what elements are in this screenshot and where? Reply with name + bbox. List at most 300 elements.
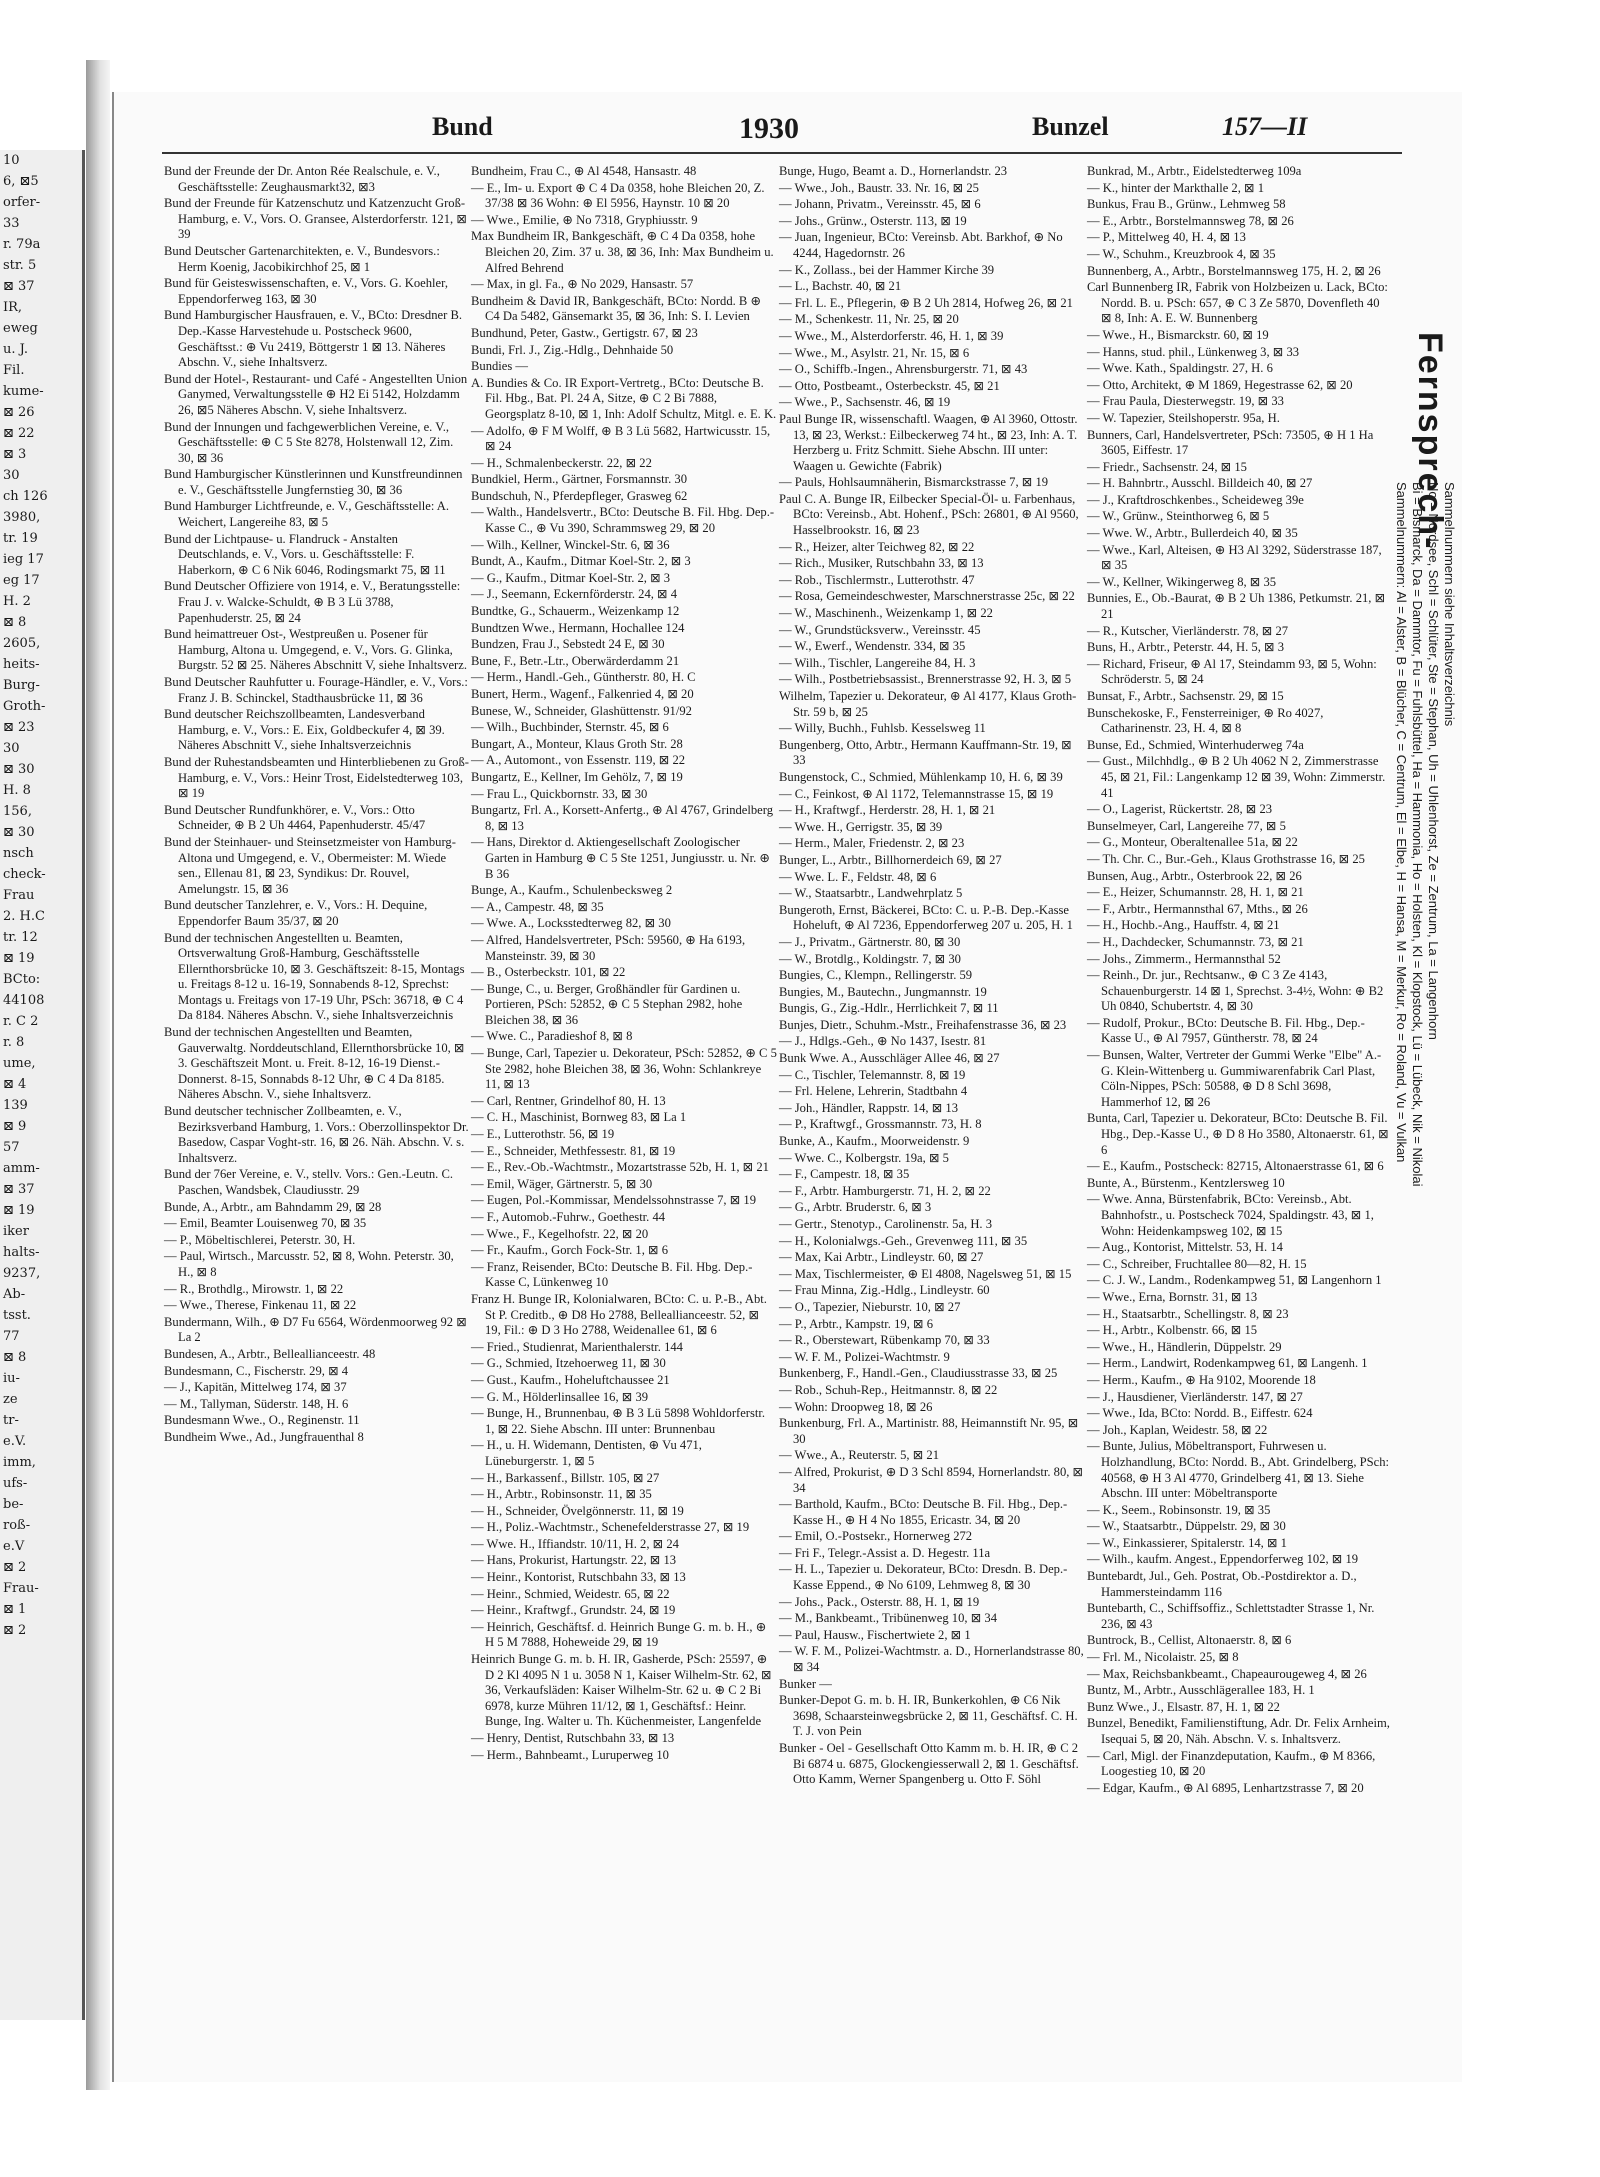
directory-entry: — H., Dachdecker, Schumannstr. 73, ⊠ 21 bbox=[1087, 934, 1304, 949]
directory-entry: Bunge, A., Kaufm., Schulenbecksweg 2 bbox=[471, 883, 673, 898]
directory-entry: — Wwe., H., Händlerin, Düppelstr. 29 bbox=[1087, 1339, 1282, 1354]
directory-entry: — Bunge, C., u. Berger, Großhändler für Gardinen u. Portieren, PSch: 52852, ⊕ C 5 Stephan 2982, hohe Bleichen 38, ⊠ 36 bbox=[471, 981, 743, 1027]
directory-entry: — R., Oberstewart, Rübenkamp 70, ⊠ 33 bbox=[779, 1333, 990, 1348]
prev-page-fragment: tr- bbox=[3, 1413, 19, 1428]
directory-entry: Bundheim, Frau C., ⊕ Al 4548, Hansastr. 48 bbox=[471, 164, 697, 178]
directory-entry: Bund der Freunde der Dr. Anton Rée Realschule, e. V., Geschäftsstelle: Zeughausmarkt32, ⊠3 bbox=[164, 164, 440, 194]
directory-entry: — M., Schenkestr. 11, Nr. 25, ⊠ 20 bbox=[779, 312, 959, 327]
directory-entry: Bund der Lichtpause- u. Flandruck - Anstalten Deutschlands, e. V., Vors. u. Geschäftsstelle: F. Haberkorn, ⊕ C 6 Nik 6046, Rodingsmarkt 75, ⊠ 11 bbox=[164, 531, 446, 577]
directory-entry: — Wilh., Tischler, Langereihe 84, H. 3 bbox=[779, 655, 976, 670]
prev-page-fragment: 3980, bbox=[3, 510, 41, 525]
directory-entry: Bungenberg, Otto, Arbtr., Hermann Kauffmann-Str. 19, ⊠ 33 bbox=[779, 737, 1072, 768]
directory-entry: — O., Lagerist, Rückertstr. 28, ⊠ 23 bbox=[1087, 802, 1273, 817]
directory-entry: — W., Staatsarbtr., Landwehrplatz 5 bbox=[779, 886, 963, 901]
directory-entry: Bund deutscher Tanzlehrer, e. V., Vors.: H. Dequine, Eppendorfer Baum 35/37, ⊠ 20 bbox=[164, 898, 428, 928]
directory-entry: — G., Monteur, Oberaltenallee 51a, ⊠ 22 bbox=[1087, 835, 1298, 850]
directory-entry: — Wwe., Erna, Bornstr. 31, ⊠ 13 bbox=[1087, 1289, 1258, 1304]
prev-page-fragment: tr. 19 bbox=[3, 531, 38, 546]
directory-entry: — Frl. L. E., Pflegerin, ⊕ B 2 Uh 2814, Hofweg 26, ⊠ 21 bbox=[779, 295, 1073, 310]
directory-entry: Bunkus, Frau B., Grünw., Lehmweg 58 bbox=[1087, 197, 1286, 212]
directory-entry: — Heinr., Kraftwgf., Grundstr. 24, ⊠ 19 bbox=[471, 1603, 676, 1618]
directory-entry: — H., Kraftwgf., Herderstr. 28, H. 1, ⊠ 21 bbox=[779, 803, 996, 818]
directory-entry: — Frl. Helene, Lehrerin, Stadtbahn 4 bbox=[779, 1084, 968, 1099]
directory-entry: Bundi, Frl. J., Zig.-Hdlg., Dehnhaide 50 bbox=[471, 342, 674, 357]
directory-entry: — Wwe., Emilie, ⊕ No 7318, Gryphiusstr. 9 bbox=[471, 212, 698, 227]
fernsprech-title: Fernsprech- bbox=[1411, 332, 1449, 551]
directory-entry: Bundtzen Wwe., Hermann, Hochallee 124 bbox=[471, 620, 685, 635]
directory-entry: Bundt, A., Kaufm., Ditmar Koel-Str. 2, ⊠ 3 bbox=[471, 554, 691, 569]
directory-entry: — Wilh., Postbetriebsassist., Brennerstrasse 92, H. 3, ⊠ 5 bbox=[779, 672, 1072, 687]
directory-entry: — Herm., Landwirt, Rodenkampweg 61, ⊠ Langenh. 1 bbox=[1087, 1356, 1368, 1371]
directory-entry: — J., Kapitän, Mittelweg 174, ⊠ 37 bbox=[164, 1380, 347, 1395]
directory-entry: Wilhelm, Tapezier u. Dekorateur, ⊕ Al 4177, Klaus Groth-Str. 59 b, ⊠ 25 bbox=[779, 689, 1077, 719]
prev-page-fragment: Burg- bbox=[3, 678, 40, 693]
directory-entry: — Pauls, Hohlsaumnäherin, Bismarckstrasse 7, ⊠ 19 bbox=[779, 475, 1049, 490]
directory-entry: Heinrich Bunge G. m. b. H. IR, Gasherde, PSch: 25597, ⊕ D 2 Kl 4095 N 1 u. 3058 N 1, Kaiser Wilhelm-Str. 62, ⊠ 36, Verkaufsläden: Kaiser Wilhelm-Str. 62 u. ⊕ C 2 Bi 6978, kurze Mühren 11/12, ⊠ 1, Geschäftsf.: Heinr. Bunge, Ing. Walter u. Th. Küchenmeister, Langenfelde bbox=[471, 1652, 772, 1729]
directory-entry: — Heinr., Kontorist, Rutschbahn 33, ⊠ 13 bbox=[471, 1570, 686, 1585]
prev-page-fragment: check- bbox=[3, 867, 46, 882]
prev-page-fragment: halts- bbox=[3, 1245, 40, 1260]
directory-entry: Bundheim & David IR, Bankgeschäft, BCto: Nordd. B ⊕ C4 Da 5482, Gänsemarkt 35, ⊠ 36, Inh: S. I. Levien bbox=[471, 293, 762, 324]
directory-entry: Bund Deutscher Rundfunkhörer, e. V., Vors.: Otto Schneider, ⊕ B 2 Uh 4464, Papenhuderstr. 45/47 bbox=[164, 802, 426, 833]
prev-page-fragment: ⊠ 22 bbox=[3, 426, 35, 441]
directory-entry: — Gust., Kaufm., Hoheluftchaussee 21 bbox=[471, 1372, 670, 1387]
directory-entry: — L., Bachstr. 40, ⊠ 21 bbox=[779, 279, 902, 294]
fernsprech-margin bbox=[1390, 332, 1470, 1452]
directory-entry: — Herm., Handl.-Geh., Güntherstr. 80, H. C bbox=[471, 670, 696, 685]
directory-entry: — Otto, Postbeamt., Osterbeckstr. 45, ⊠ 21 bbox=[779, 378, 1000, 393]
directory-entry: Bund der Steinhauer- und Steinsetzmeister von Hamburg-Altona und Umgegend, e. V., Obermeister: M. Wiede sen., Ellenau 81, ⊠ 23, Syndikus: Dr. Rouvel, Amelungstr. 15, ⊠ 36 bbox=[164, 834, 456, 896]
directory-entry: Buntebardt, Jul., Geh. Postrat, Ob.-Postdirektor a. D., Hammersteindamm 116 bbox=[1087, 1569, 1357, 1599]
directory-entry: Bundheim Wwe., Ad., Jungfrauenthal 8 bbox=[164, 1429, 364, 1444]
prev-page-fragment: e.V bbox=[3, 1539, 25, 1554]
prev-page-fragment: e.V. bbox=[3, 1434, 27, 1449]
directory-entry: — M., Tallyman, Süderstr. 148, H. 6 bbox=[164, 1396, 349, 1411]
prev-page-fragment: H. 2 bbox=[3, 594, 31, 609]
prev-page-fragment: u. J. bbox=[3, 342, 28, 357]
directory-entry: Carl Bunnenberg IR, Fabrik von Holzbeizen u. Lack, BCto: Nordd. B. u. PSch: 657, ⊕ C 3 Ze 5870, Dovenfleth 40 ⊠ 8, Inh: A. E. W. Bunnenberg bbox=[1087, 280, 1388, 326]
directory-entry: Bungartz, E., Kellner, Im Gehölz, 7, ⊠ 19 bbox=[471, 769, 683, 784]
directory-entry: Bund heimattreuer Ost-, Westpreußen u. Posener für Hamburg, Altona u. Umgegend, e. V., Vors. G. Glinka, Burgstr. 52 ⊠ 25. Näheres Abschnitt V, siehe Inhaltsverz. bbox=[164, 627, 467, 673]
prev-page-fragment: ⊠ 4 bbox=[3, 1077, 27, 1092]
prev-page-fragment: 77 bbox=[3, 1329, 20, 1344]
prev-page-fragment: ze bbox=[3, 1392, 18, 1407]
prev-page-fragment: Fil. bbox=[3, 363, 25, 378]
prev-page-fragment: 9237, bbox=[3, 1266, 41, 1281]
directory-entry: Bungeroth, Ernst, Bäckerei, BCto: C. u. P.-B. Dep.-Kasse Hoheluft, ⊕ Al 7236, Eppendorferweg 207 u. 205, H. 1 bbox=[779, 902, 1073, 933]
directory-entry: — P., Arbtr., Kampstr. 19, ⊠ 6 bbox=[779, 1316, 933, 1331]
directory-entry: Franz H. Bunge IR, Kolonialwaren, BCto: C. u. P.-B., Abt. St P. Creditb., ⊕ D8 Ho 2788, Belleallianceestr. 52, ⊠ 19, Fil.: ⊕ D 3 Ho 2788, Weidenallee 61, ⊠ 6 bbox=[471, 1291, 767, 1338]
prev-page-fragment: ⊠ 8 bbox=[3, 615, 27, 630]
column-4 bbox=[1087, 164, 1393, 1797]
prev-page-fragment: ⊠ 1 bbox=[3, 1602, 27, 1617]
directory-entry: — C., Feinkost, ⊕ Al 1172, Telemannstrasse 15, ⊠ 19 bbox=[779, 786, 1054, 801]
directory-entry: — C. H., Maschinist, Bornweg 83, ⊠ La 1 bbox=[471, 1110, 687, 1125]
page-number: 157—II bbox=[1222, 112, 1308, 141]
directory-entry: Bundies — bbox=[471, 359, 529, 374]
directory-entry: Bunker-Depot G. m. b. H. IR, Bunkerkohlen, ⊕ C6 Nik 3698, Schaarsteinwegsbrücke 2, ⊠ 11, Geschäftsf. C. H. T. J. von Pein bbox=[779, 1693, 1078, 1739]
directory-entry: Bungies, M., Bautechn., Jungmannstr. 19 bbox=[779, 984, 987, 999]
directory-entry: Bunkenburg, Frl. A., Martinistr. 88, Heimannstift Nr. 95, ⊠ 30 bbox=[779, 1416, 1079, 1446]
directory-entry: — Max, Tischlermeister, ⊕ El 4808, Nagelsweg 51, ⊠ 15 bbox=[779, 1266, 1072, 1281]
directory-entry: — F., Campestr. 18, ⊠ 35 bbox=[779, 1167, 910, 1182]
directory-entry: — O., Tapezier, Nieburstr. 10, ⊠ 27 bbox=[779, 1299, 961, 1314]
directory-entry: — Frau Paula, Diesterwegstr. 19, ⊠ 33 bbox=[1087, 394, 1284, 409]
directory-entry: — H. L., Tapezier u. Dekorateur, BCto: Dresdn. B. Dep.-Kasse Eppend., ⊕ No 6109, Lehmweg 8, ⊠ 30 bbox=[779, 1562, 1068, 1593]
directory-entry: — Hans, Direktor d. Aktiengesellschaft Zoologischer Garten in Hamburg ⊕ C 5 Ste 1251, Jungiusstr. u. Nr. ⊕ B 36 bbox=[471, 835, 770, 881]
directory-entry: Bunse, Ed., Schmied, Winterhuderweg 74a bbox=[1087, 737, 1304, 752]
directory-entry: — Wwe. C., Paradieshof 8, ⊠ 8 bbox=[471, 1029, 633, 1044]
column-2 bbox=[471, 164, 777, 1764]
prev-page-fragment: 30 bbox=[3, 468, 20, 483]
directory-entry: — Edgar, Kaufm., ⊕ Al 6895, Lenhartzstrasse 7, ⊠ 20 bbox=[1087, 1780, 1364, 1795]
directory-entry: — C., Tischler, Telemannstr. 8, ⊠ 19 bbox=[779, 1067, 966, 1082]
directory-entry: — H., Staatsarbtr., Schellingstr. 8, ⊠ 23 bbox=[1087, 1306, 1289, 1321]
fernsprech-line: Bi = Bismarck, Da = Dammtor, Fu = Fuhlsbüttel, Ha = Hammonia, Ho = Holsten, Kl = Klopstock, Lü = Lübeck, Nik = Nikolai bbox=[1410, 482, 1425, 1187]
directory-entry: — F., Automob.-Fuhrw., Goethestr. 44 bbox=[471, 1210, 666, 1224]
directory-entry: — W., Kellner, Wikingerweg 8, ⊠ 35 bbox=[1087, 574, 1277, 589]
directory-entry: Bunkrad, M., Arbtr., Eidelstedterweg 109a bbox=[1087, 164, 1302, 178]
directory-entry: — Wwe. W., Arbtr., Bullerdeich 40, ⊠ 35 bbox=[1087, 526, 1298, 541]
directory-entry: — K., Seem., Robinsonstr. 19, ⊠ 35 bbox=[1087, 1502, 1271, 1517]
directory-entry: Bundtke, G., Schauerm., Weizenkamp 12 bbox=[471, 604, 680, 619]
directory-entry: — E., Im- u. Export ⊕ C 4 Da 0358, hohe Bleichen 20, Z. 37/38 ⊠ 36 Wohn: ⊕ El 5956, Haynstr. 10 ⊠ 20 bbox=[471, 180, 765, 211]
directory-entry: Buntz, M., Arbtr., Ausschlägerallee 183, H. 1 bbox=[1087, 1683, 1315, 1698]
directory-entry: Bune, F., Betr.-Ltr., Oberwärderdamm 21 bbox=[471, 653, 680, 668]
directory-entry: — G. M., Hölderlinsallee 16, ⊠ 39 bbox=[471, 1389, 649, 1404]
directory-entry: — Emil, Wäger, Gärtnerstr. 5, ⊠ 30 bbox=[471, 1176, 653, 1191]
directory-entry: — Johs., Zimmerm., Hermannsthal 52 bbox=[1087, 951, 1281, 966]
directory-entry: — B., Osterbeckstr. 101, ⊠ 22 bbox=[471, 965, 626, 980]
directory-entry: Bunners, Carl, Handelsvertreter, PSch: 73505, ⊕ H 1 Ha 3605, Eiffestr. 17 bbox=[1087, 427, 1374, 458]
directory-entry: — Richard, Friseur, ⊕ Al 17, Steindamm 93, ⊠ 5, Wohn: Schröderstr. 5, ⊠ 24 bbox=[1087, 656, 1377, 687]
prev-page-fragment: ⊠ 30 bbox=[3, 762, 35, 777]
directory-entry: — A., Campestr. 48, ⊠ 35 bbox=[471, 899, 604, 914]
directory-entry: — Rob., Schuh-Rep., Heitmannstr. 8, ⊠ 22 bbox=[779, 1382, 998, 1397]
prev-page-fragment: iu- bbox=[3, 1371, 20, 1386]
directory-entry: Bungartz, Frl. A., Korsett-Anfertg., ⊕ Al 4767, Grindelberg 8, ⊠ 13 bbox=[471, 803, 774, 833]
directory-entry: — W., Staatsarbtr., Düppelstr. 29, ⊠ 30 bbox=[1087, 1519, 1286, 1534]
directory-entry: — Gertr., Stenotyp., Carolinenstr. 5a, H. 3 bbox=[779, 1217, 993, 1231]
prev-page-fragment: r. 79a bbox=[3, 237, 41, 252]
directory-entry: Buns, H., Arbtr., Peterstr. 44, H. 5, ⊠ 3 bbox=[1087, 640, 1285, 655]
directory-entry: — Barthold, Kaufm., BCto: Deutsche B. Fil. Hbg., Dep.-Kasse H., ⊕ H 4 No 1855, Ericastr. 34, ⊠ 20 bbox=[779, 1497, 1068, 1527]
directory-entry: — R., Kutscher, Vierländerstr. 78, ⊠ 27 bbox=[1087, 623, 1289, 638]
directory-entry: — H., Poliz.-Wachtmstr., Schenefelderstrasse 27, ⊠ 19 bbox=[471, 1520, 750, 1535]
directory-entry: — Herm., Bahnbeamt., Luruperweg 10 bbox=[471, 1747, 669, 1762]
prev-page-fragment: 33 bbox=[3, 216, 20, 231]
directory-entry: — C., Schreiber, Fruchtallee 80—82, H. 15 bbox=[1087, 1256, 1307, 1271]
directory-entry: Bunger, L., Arbtr., Billhornerdeich 69, ⊠ 27 bbox=[779, 852, 1002, 867]
directory-entry: — Paul, Wirtsch., Marcusstr. 52, ⊠ 8, Wohn. Peterstr. 30, H., ⊠ 8 bbox=[164, 1249, 454, 1279]
prev-page-fragment: ⊠ 23 bbox=[3, 720, 35, 735]
directory-entry: — J., Hdlgs.-Geh., ⊕ No 1437, Isestr. 81 bbox=[779, 1034, 987, 1049]
prev-page-fragment: ⊠ 37 bbox=[3, 1182, 35, 1197]
directory-entry: — W., Einkassierer, Spitalerstr. 14, ⊠ 1 bbox=[1087, 1535, 1287, 1550]
directory-entry: — P., Möbeltischlerei, Peterstr. 30, H. bbox=[164, 1232, 356, 1247]
directory-entry: — Emil, O.-Postsekr., Hornerweg 272 bbox=[779, 1529, 973, 1544]
header-rule bbox=[162, 152, 1402, 154]
directory-entry: — G., Arbtr. Bruderstr. 6, ⊠ 3 bbox=[779, 1200, 932, 1215]
fernsprech-line: No = Nordsee, Schl = Schlüter, Ste = Stephan, Uh = Uhlenhorst, Ze = Zentrum, La = Langenhorn bbox=[1426, 482, 1441, 1040]
directory-entry: Buntebarth, C., Schiffsoffiz., Schlettstadter Strasse 1, Nr. 236, ⊠ 43 bbox=[1087, 1601, 1375, 1631]
directory-entry: Bunnenberg, A., Arbtr., Borstelmannsweg 175, H. 2, ⊠ 26 bbox=[1087, 263, 1381, 278]
prev-page-fragment: ⊠ 37 bbox=[3, 279, 35, 294]
directory-entry: — R., Brothdlg., Mirowstr. 1, ⊠ 22 bbox=[164, 1281, 344, 1296]
directory-entry: — O., Schiffb.-Ingen., Ahrensburgerstr. 71, ⊠ 43 bbox=[779, 362, 1028, 377]
directory-entry: Bunert, Herm., Wagenf., Falkenried 4, ⊠ 20 bbox=[471, 687, 694, 701]
directory-entry: — Wilh., Buchbinder, Sternstr. 45, ⊠ 6 bbox=[471, 720, 669, 735]
prev-page-fragment: 156, bbox=[3, 804, 32, 819]
prev-page-fragment: nsch bbox=[3, 846, 34, 861]
directory-entry: Bungies, C., Klempn., Rellingerstr. 59 bbox=[779, 968, 973, 983]
directory-entry: — F., Arbtr. Hamburgerstr. 71, H. 2, ⊠ 22 bbox=[779, 1183, 991, 1198]
directory-entry: — Johann, Privatm., Vereinsstr. 45, ⊠ 6 bbox=[779, 197, 981, 212]
prev-page-fragment: 6, ⊠5 bbox=[3, 174, 39, 189]
directory-entry: — P., Mittelweg 40, H. 4, ⊠ 13 bbox=[1087, 230, 1246, 245]
prev-page-fragment: r. 8 bbox=[3, 1035, 25, 1050]
directory-entry: Buntrock, B., Cellist, Altonaerstr. 8, ⊠ 6 bbox=[1087, 1633, 1292, 1648]
directory-entry: — H., Schmalenbeckerstr. 22, ⊠ 22 bbox=[471, 455, 652, 470]
directory-entry: — W. F. M., Polizei-Wachtmstr. a. D., Hornerlandstrasse 80, ⊠ 34 bbox=[779, 1644, 1084, 1675]
prev-page-fragment: 2605, bbox=[3, 636, 41, 651]
previous-page-edge bbox=[0, 150, 85, 2020]
directory-entry: — Bunsen, Walter, Vertreter der Gummi Werke "Elbe" A.-G. Klein-Wittenberg u. Gummiwarenfabrik Carl Plast, Cöln-Nippes, PSch: 50588, ⊕ D 8 Schl 3698, Hammerhof 12, ⊠ 26 bbox=[1087, 1048, 1382, 1109]
directory-entry: Bundesmann Wwe., O., Reginenstr. 11 bbox=[164, 1413, 360, 1428]
directory-entry: — J., Seemann, Eckernförderstr. 24, ⊠ 4 bbox=[471, 587, 678, 602]
directory-entry: — Wilh., kaufm. Angest., Eppendorferweg 102, ⊠ 19 bbox=[1087, 1552, 1359, 1567]
directory-entry: Bund deutscher technischer Zollbeamten, e. V., Bezirksverband Hamburg, 1. Vors.: Oberzollinspektor Dr. Basedow, Caspar Voght-str. 16, ⊠ 26. Näh. Abschn. V. s. Inhaltsverz. bbox=[164, 1104, 469, 1165]
directory-entry: — Emil, Beamter Louisenweg 70, ⊠ 35 bbox=[164, 1216, 367, 1231]
directory-entry: — Friedr., Sachsenstr. 24, ⊠ 15 bbox=[1087, 459, 1247, 474]
directory-entry: Bund der Innungen und fachgewerblichen Vereine, e. V., Geschäftsstelle: ⊕ C 5 Ste 8278, Holstenwall 12, Zim. 30, ⊠ 36 bbox=[164, 419, 454, 465]
directory-entry: — R., Heizer, alter Teichweg 82, ⊠ 22 bbox=[779, 539, 975, 554]
header-right-word: Bunzel bbox=[1032, 112, 1109, 141]
column-3 bbox=[779, 164, 1085, 1789]
prev-page-fragment: 139 bbox=[3, 1098, 28, 1113]
directory-entry: — Rich., Musiker, Rutschbahn 33, ⊠ 13 bbox=[779, 556, 984, 571]
prev-page-fragment: iker bbox=[3, 1224, 29, 1239]
directory-entry: — Bunge, H., Brunnenbau, ⊕ B 3 Lü 5898 Wohldorferstr. 1, ⊠ 22. Siehe Abschn. III unter: Brunnenbau bbox=[471, 1406, 766, 1436]
directory-entry: Bunsen, Aug., Arbtr., Osterbrook 22, ⊠ 26 bbox=[1087, 868, 1302, 883]
directory-entry: — Joh., Kaplan, Weidestr. 58, ⊠ 22 bbox=[1087, 1422, 1268, 1437]
directory-entry: — Fried., Studienrat, Marienthalerstr. 144 bbox=[471, 1339, 683, 1354]
directory-entry: Bundkiel, Herm., Gärtner, Forsmannstr. 30 bbox=[471, 472, 688, 487]
directory-entry: — Herm., Maler, Friedenstr. 2, ⊠ 23 bbox=[779, 836, 965, 851]
directory-entry: — H., Schneider, Övelgönnerstr. 11, ⊠ 19 bbox=[471, 1503, 684, 1518]
directory-entry: — Wwe. L. F., Feldstr. 48, ⊠ 6 bbox=[779, 869, 937, 884]
directory-entry: Bund der technischen Angestellten u. Beamten, Ortsverwaltung Groß-Hamburg, Geschäftsstelle Ellernthorsbrücke 10, ⊠ 3. Geschäftszeit: 8-15, Montags u. Freitags 8-12 u. 16-19, Sonnabends 8-12, Sprechst: Montags u. Freitags von 17-19 Uhr, PSch: 36718, ⊕ C 4 Da 8184. Näheres Abschn. V., siehe Inhaltsverzeichnis bbox=[164, 930, 465, 1023]
prev-page-fragment: ⊠ 8 bbox=[3, 1350, 27, 1365]
directory-entry: Bund der technischen Angestellten und Beamten, Gauverwaltg. Norddeutschland, Ellernthorsbrücke 10, ⊠ 3. Geschäftszeit Mont. u. Freit. 8-12, 16-19 Dienst.-Donnerst. 8-15, Sonnabds 8-12 Uhr, ⊕ C 4 Da 8185. Näheres Abschn. V., siehe Inhaltsverz. bbox=[164, 1025, 465, 1102]
directory-entry: Bunselmeyer, Carl, Langereihe 77, ⊠ 5 bbox=[1087, 818, 1286, 833]
header-year: 1930 bbox=[739, 112, 799, 145]
directory-entry: — K., hinter der Markthalle 2, ⊠ 1 bbox=[1087, 180, 1265, 195]
directory-entry: A. Bundies & Co. IR Export-Vertretg., BCto: Deutsche B. Fil. Hbg., Bat. Pl. 24 A, Sitze, ⊕ C 2 Bi 7888, Georgsplatz 8-10, ⊠ 1, Inh: Adolf Schultz, Mitgl. e. E. K. bbox=[471, 375, 777, 421]
directory-entry: — E., Arbtr., Borstelmannsweg 78, ⊠ 26 bbox=[1087, 213, 1294, 228]
directory-entry: — W., Ewerf., Wendenstr. 334, ⊠ 35 bbox=[779, 639, 966, 654]
directory-entry: Bungis, G., Zig.-Hdlr., Herrlichkeit 7, ⊠ 11 bbox=[779, 1001, 999, 1016]
directory-entry: — Gust., Milchhdlg., ⊕ B 2 Uh 4062 N 2, Zimmerstrasse 45, ⊠ 21, Fil.: Langenkamp 12 ⊠ 39, Wohn: Zimmerstr. 41 bbox=[1087, 754, 1386, 800]
directory-entry: Bund der 76er Vereine, e. V., stellv. Vors.: Gen.-Leutn. C. Paschen, Wandsbek, Claudiusstr. 29 bbox=[164, 1167, 454, 1197]
directory-entry: — Carl, Rentner, Grindelhof 80, H. 13 bbox=[471, 1093, 666, 1108]
directory-entry: — Max, Kai Arbtr., Lindleystr. 60, ⊠ 27 bbox=[779, 1250, 984, 1265]
prev-page-fragment: 57 bbox=[3, 1140, 20, 1155]
directory-entry: Bunnies, E., Ob.-Baurat, ⊕ B 2 Uh 1386, Petkumstr. 21, ⊠ 21 bbox=[1087, 591, 1386, 622]
prev-page-fragment: ⊠ 2 bbox=[3, 1560, 27, 1575]
directory-entry: — Fr., Kaufm., Gorch Fock-Str. 1, ⊠ 6 bbox=[471, 1243, 668, 1258]
prev-page-fragment: ⊠ 3 bbox=[3, 447, 27, 462]
directory-entry: — W., Grünw., Steinthorweg 6, ⊠ 5 bbox=[1087, 509, 1270, 524]
directory-entry: — Franz, Reisender, BCto: Deutsche B. Fil. Hbg. Dep.-Kasse C, Lünkenweg 10 bbox=[471, 1259, 753, 1290]
directory-entry: — Eugen, Pol.-Kommissar, Mendelssohnstrasse 7, ⊠ 19 bbox=[471, 1193, 756, 1208]
prev-page-fragment: Ab- bbox=[3, 1287, 26, 1302]
fernsprech-line: Sammelnummern: Al = Alster, B = Blücher, C = Centrum, El = Elbe, H = Hansa, M = Merkur, Ro = Roland, Vu = Vulkan bbox=[1394, 482, 1409, 1163]
directory-entry: — Bunge, Carl, Tapezier u. Dekorateur, PSch: 52852, ⊕ C 5 Ste 2982, hohe Bleichen 38, ⊠ 36, Wohn: Schlankreye 11, ⊠ 13 bbox=[471, 1046, 777, 1092]
directory-entry: — Frau Minna, Zig.-Hdlg., Lindleystr. 60 bbox=[779, 1283, 990, 1298]
prev-page-fragment: be- bbox=[3, 1497, 24, 1512]
prev-page-fragment: IR, bbox=[3, 300, 23, 315]
directory-entry: — Wwe. Anna, Bürstenfabrik, BCto: Vereinsb., Abt. Bahnhofstr., u. Postscheck 7024, Spaldingstr. 43, ⊠ 1, Wohn: Heidenkampsweg 102, ⊠ 15 bbox=[1087, 1192, 1374, 1238]
directory-entry: — E., Schneider, Methfessestr. 81, ⊠ 19 bbox=[471, 1143, 676, 1158]
directory-entry: Bunz Wwe., J., Elsastr. 87, H. 1, ⊠ 22 bbox=[1087, 1699, 1280, 1714]
directory-entry: Bunschekoske, F., Fensterreiniger, ⊕ Ro 4027, Catharinenstr. 23, H. 4, ⊠ 8 bbox=[1087, 705, 1324, 736]
directory-entry: — Wwe., H., Bismarckstr. 60, ⊠ 19 bbox=[1087, 327, 1269, 342]
directory-entry: — Hanns, stud. phil., Lünkenweg 3, ⊠ 33 bbox=[1087, 344, 1300, 359]
directory-entry: — Frl. M., Nicolaistr. 25, ⊠ 8 bbox=[1087, 1650, 1239, 1665]
directory-entry: Bund Hamburger Lichtfreunde, e. V., Geschäftsstelle: A. Weichert, Langereihe 83, ⊠ 5 bbox=[164, 499, 450, 530]
prev-page-fragment: imm, bbox=[3, 1455, 36, 1470]
directory-entry: — Johs., Grünw., Osterstr. 113, ⊠ 19 bbox=[779, 213, 967, 228]
book-gutter bbox=[86, 60, 110, 2090]
directory-entry: Paul C. A. Bunge IR, Eilbecker Special-Öl- u. Farbenhaus, BCto: Vereinsb., Abt. Hohenf., PSch: 26801, ⊕ Al 9560, Hasselbrookstr. 16, ⊠ 23 bbox=[779, 491, 1079, 538]
directory-entry: — H., Arbtr., Robinsonstr. 11, ⊠ 35 bbox=[471, 1487, 652, 1502]
directory-entry: — H., Barkassenf., Billstr. 105, ⊠ 27 bbox=[471, 1470, 660, 1485]
directory-entry: — Wwe., Ida, BCto: Nordd. B., Eiffestr. 624 bbox=[1087, 1406, 1313, 1421]
directory-entry: — W. Tapezier, Steilshoperstr. 95a, H. bbox=[1087, 410, 1280, 425]
directory-entry: — Fri F., Telegr.-Assist a. D. Hegestr. 11a bbox=[779, 1545, 991, 1560]
directory-entry: Bund Hamburgischer Künstlerinnen und Kunstfreundinnen e. V., Geschäftsstelle Jungfernstieg 30, ⊠ 36 bbox=[164, 467, 463, 497]
prev-page-fragment: heits- bbox=[3, 657, 40, 672]
directory-entry: — Herm., Kaufm., ⊕ Ha 9102, Moorende 18 bbox=[1087, 1372, 1316, 1387]
directory-entry: — F., Arbtr., Hermannsthal 67, Mths., ⊠ 26 bbox=[1087, 901, 1308, 916]
directory-entry: — K., Zollass., bei der Hammer Kirche 39 bbox=[779, 262, 995, 277]
prev-page-fragment: ieg 17 bbox=[3, 552, 44, 567]
directory-entry: — Wwe. H., Gerrigstr. 35, ⊠ 39 bbox=[779, 819, 943, 834]
directory-entry: Bund der Ruhestandsbeamten und Hinterbliebenen zu Groß-Hamburg, e. V., Vors.: Heinr Trost, Eidelstedterweg 103, ⊠ 19 bbox=[164, 754, 469, 801]
directory-entry: — Reinh., Dr. jur., Rechtsanw., ⊕ C 3 Ze 4143, Schauenburgerstr. 14 ⊠ 1, Sprechst. 3-4½, Wohn: ⊕ B2 Uh 0840, Schubertstr. 4, ⊠ 30 bbox=[1087, 968, 1384, 1014]
directory-entry: — Max, in gl. Fa., ⊕ No 2029, Hansastr. 57 bbox=[471, 277, 694, 292]
directory-entry: Bungart, A., Monteur, Klaus Groth Str. 28 bbox=[471, 736, 683, 751]
prev-page-fragment: ⊠ 19 bbox=[3, 1203, 35, 1218]
directory-entry: — A., Automont., von Essenstr. 119, ⊠ 22 bbox=[471, 753, 686, 768]
directory-entry: — Wwe., P., Sachsenstr. 46, ⊠ 19 bbox=[779, 395, 951, 410]
directory-entry: — Alfred, Prokurist, ⊕ D 3 Schl 8594, Hornerlandstr. 80, ⊠ 34 bbox=[779, 1464, 1084, 1495]
directory-entry: Bund Hamburgischer Hausfrauen, e. V., BCto: Dresdner B. Dep.-Kasse Harvestehude u. Postscheck 9600, Geschäftsst.: ⊕ Vu 2419, Böttgerstr 1 ⊠ 13. Näheres Abschn. V., siehe Inhaltsverz. bbox=[164, 308, 463, 370]
prev-page-fragment: tsst. bbox=[3, 1308, 31, 1323]
directory-entry: Bundesen, A., Arbtr., Belleallianceestr. 48 bbox=[164, 1346, 376, 1361]
directory-entry: — Wwe. A., Locksstedterweg 82, ⊠ 30 bbox=[471, 916, 671, 931]
directory-entry: Bunde, A., Arbtr., am Bahndamm 29, ⊠ 28 bbox=[164, 1199, 382, 1214]
directory-entry: — J., Hausdiener, Vierländerstr. 147, ⊠ 27 bbox=[1087, 1389, 1303, 1404]
prev-page-fragment: roß- bbox=[3, 1518, 31, 1533]
directory-entry: — Wohn: Droopweg 18, ⊠ 26 bbox=[779, 1399, 933, 1414]
directory-entry: — P., Kraftwgf., Grossmannstr. 73, H. 8 bbox=[779, 1117, 982, 1132]
directory-entry: Bunge, Hugo, Beamt a. D., Hornerlandstr. 23 bbox=[779, 164, 1008, 178]
directory-entry: — E., Kaufm., Postscheck: 82715, Altonaerstrasse 61, ⊠ 6 bbox=[1087, 1159, 1384, 1174]
directory-entry: Bund der Freunde für Katzenschutz und Katzenzucht Groß-Hamburg, e. V., Vors. O. Gransee, Alsterdorferstr. 121, ⊠ 39 bbox=[164, 196, 467, 242]
prev-page-fragment: ⊠ 2 bbox=[3, 1623, 27, 1638]
directory-entry: — J., Kraftdroschkenbes., Scheideweg 39e bbox=[1087, 492, 1304, 507]
directory-entry: Bundschuh, N., Pferdepfleger, Grasweg 62 bbox=[471, 488, 688, 503]
directory-entry: — Wwe., Joh., Baustr. 33. Nr. 16, ⊠ 25 bbox=[779, 180, 979, 195]
directory-entry: — Aug., Kontorist, Mittelstr. 53, H. 14 bbox=[1087, 1240, 1283, 1255]
directory-entry: — Wwe. C., Kolbergstr. 19a, ⊠ 5 bbox=[779, 1150, 949, 1165]
directory-entry: — Wwe. H., Iffiandstr. 10/11, H. 2, ⊠ 24 bbox=[471, 1536, 679, 1551]
prev-page-fragment: r. C 2 bbox=[3, 1014, 39, 1029]
prev-page-fragment: ⊠ 26 bbox=[3, 405, 35, 420]
directory-entry: — Juan, Ingenieur, BCto: Vereinsb. Abt. Barkhof, ⊕ No 4244, Hagedornstr. 26 bbox=[779, 230, 1063, 260]
directory-entry: — Joh., Händler, Rappstr. 14, ⊠ 13 bbox=[779, 1100, 958, 1115]
prev-page-fragment: eweg bbox=[3, 321, 38, 336]
directory-entry: Bungenstock, C., Schmied, Mühlenkamp 10, H. 6, ⊠ 39 bbox=[779, 769, 1063, 784]
directory-entry: — Heinr., Schmied, Weidestr. 65, ⊠ 22 bbox=[471, 1586, 670, 1601]
directory-entry: — Johs., Pack., Osterstr. 88, H. 1, ⊠ 19 bbox=[779, 1594, 980, 1609]
prev-page-fragment: Frau- bbox=[3, 1581, 39, 1596]
directory-entry: — H. Bahnbrtr., Ausschl. Billdeich 40, ⊠ 27 bbox=[1087, 476, 1313, 491]
prev-page-fragment: BCto: bbox=[3, 972, 41, 987]
directory-entry: Bunese, W., Schneider, Glashüttenstr. 91/92 bbox=[471, 703, 692, 718]
directory-entry: Bund Deutscher Gartenarchitekten, e. V., Bundesvors.: Herm Koenig, Jacobikirchhof 25, ⊠ 1 bbox=[164, 243, 440, 274]
running-header bbox=[114, 112, 1374, 150]
directory-entry: Bunker - Oel - Gesellschaft Otto Kamm m. b. H. IR, ⊕ C 2 Bi 6874 u. 6875, Glockengiesserwall 2, ⊠ 1. Geschäftsf. Otto Kamm, Werner Spangenberg u. Otto F. Söhl bbox=[779, 1741, 1079, 1787]
directory-entry: — Th. Chr. C., Bur.-Geh., Klaus Grothstrasse 16, ⊠ 25 bbox=[1087, 851, 1365, 866]
prev-page-fragment: ume, bbox=[3, 1056, 36, 1071]
directory-entry: Bunker — bbox=[779, 1676, 832, 1691]
directory-entry: — Walth., Handelsvertr., BCto: Deutsche B. Fil. Hbg. Dep.-Kasse C., ⊕ Vu 390, Schrammsweg 29, ⊠ 20 bbox=[471, 505, 775, 536]
column-1 bbox=[164, 164, 470, 1447]
prev-page-fragment: ufs- bbox=[3, 1476, 28, 1491]
directory-entry: — Wwe., A., Reuterstr. 5, ⊠ 21 bbox=[779, 1448, 940, 1463]
prev-page-fragment: 10 bbox=[3, 153, 20, 168]
directory-entry: — E., Rev.-Ob.-Wachtmstr., Mozartstrasse 52b, H. 1, ⊠ 21 bbox=[471, 1160, 769, 1175]
directory-entry: — Otto, Architekt, ⊕ M 1869, Hegestrasse 62, ⊠ 20 bbox=[1087, 377, 1353, 392]
directory-entry: — W., Grundstücksverw., Vereinsstr. 45 bbox=[779, 622, 981, 637]
directory-entry: — H., u. H. Widemann, Dentisten, ⊕ Vu 471, Lüneburgerstr. 1, ⊠ 5 bbox=[471, 1438, 702, 1468]
prev-page-fragment: amm- bbox=[3, 1161, 40, 1176]
directory-entry: — Wwe. Kath., Spaldingstr. 27, H. 6 bbox=[1087, 361, 1273, 376]
directory-entry: — Rob., Tischlermstr., Lutterothstr. 47 bbox=[779, 572, 975, 587]
directory-entry: Bund der Hotel-, Restaurant- und Café - Angestellten Union Ganymed, Verwaltungsstelle ⊕ H2 Ei 5142, Holzdamm 26, ⊠5 Näheres Abschn. V, siehe Inhaltsverz. bbox=[164, 371, 468, 417]
prev-page-fragment: ⊠ 9 bbox=[3, 1119, 27, 1134]
directory-entry: — Alfred, Handelsvertreter, PSch: 59560, ⊕ Ha 6193, Mansteinstr. 39, ⊠ 30 bbox=[471, 932, 746, 963]
directory-entry: — Hans, Prokurist, Hartungstr. 22, ⊠ 13 bbox=[471, 1553, 677, 1568]
directory-entry: Bund Deutscher Rauhfutter u. Fourage-Händler, e. V., Vors.: Franz J. B. Schinckel, Stadthausbrücke 11, ⊠ 36 bbox=[164, 675, 468, 705]
directory-entry: Paul Bunge IR, wissenschaftl. Waagen, ⊕ Al 3960, Ottostr. 13, ⊠ 23, Werkst.: Eilbeckerweg 74 ht., ⊠ 23, Inh: A. T. Herzberg u. Fritz Schmitt. Siehe Abschn. III unter: Waagen u. Gewichte (Fabrik) bbox=[779, 411, 1078, 473]
directory-entry: — Paul, Hausw., Fischertwiete 2, ⊠ 1 bbox=[779, 1627, 971, 1642]
prev-page-fragment: ch 126 bbox=[3, 489, 48, 504]
directory-entry: — J., Privatm., Gärtnerstr. 80, ⊠ 30 bbox=[779, 934, 961, 949]
directory-entry: — Henry, Dentist, Rutschbahn 33, ⊠ 13 bbox=[471, 1731, 675, 1745]
directory-entry: Bunk Wwe. A., Ausschläger Allee 46, ⊠ 27 bbox=[779, 1051, 1000, 1066]
prev-page-fragment: 30 bbox=[3, 741, 20, 756]
directory-entry: — W., Schuhm., Kreuzbrook 4, ⊠ 35 bbox=[1087, 246, 1276, 261]
directory-entry: — C. J. W., Landm., Rodenkampweg 51, ⊠ Langenhorn 1 bbox=[1087, 1273, 1382, 1288]
directory-entry: — Carl, Migl. der Finanzdeputation, Kaufm., ⊕ M 8366, Loogestieg 10, ⊠ 20 bbox=[1087, 1748, 1376, 1779]
directory-entry: Bund Deutscher Offiziere von 1914, e. V., Beratungsstelle: Frau J. v. Walcke-Schuldt, ⊕ B 3 Lü 3788, Papenhuderstr. 25, ⊠ 24 bbox=[164, 579, 461, 625]
prev-page-fragment: eg 17 bbox=[3, 573, 40, 588]
directory-entry: Max Bundheim IR, Bankgeschäft, ⊕ C 4 Da 0358, hohe Bleichen 20, Zim. 37 u. 38, ⊠ 36, Inh: Max Bundheim u. Alfred Behrend bbox=[471, 229, 774, 275]
